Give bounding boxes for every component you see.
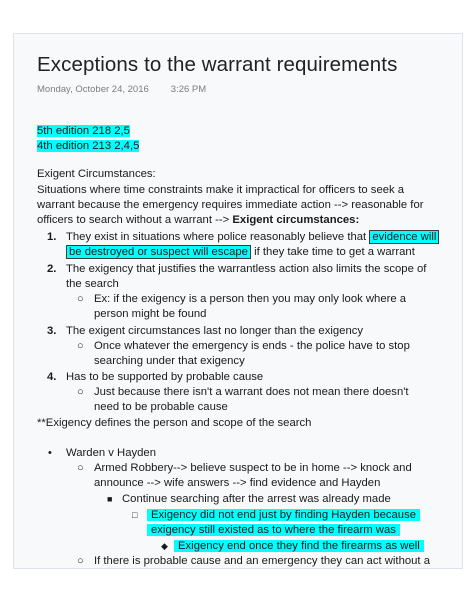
case-name: Warden v Hayden: [66, 447, 156, 459]
case-sub-2: Continue searching after the arrest was already made: [122, 493, 391, 505]
page-date: Monday, October 24, 2016: [37, 84, 149, 95]
item-1-highlight-2: be destroyed or suspect will escape: [66, 245, 251, 259]
page-timestamp: [37, 84, 206, 95]
hollow-circle-bullet-icon: ○: [77, 555, 84, 567]
sub-4-line-2: need to be probable cause: [94, 401, 228, 413]
case-sub-3-line-1: [147, 508, 420, 523]
note-page: [13, 33, 463, 569]
intro-line-1: Situations where time constraints make it impractical for officers to seek a: [37, 184, 405, 196]
intro-line-3: [37, 213, 359, 228]
case-sub-3-highlight-1: Exigency did not end just by finding Hayden because: [147, 509, 420, 521]
list-number-3: 3.: [47, 325, 57, 337]
item-1-text: They exist in situations where police reasonably believe that: [66, 231, 370, 243]
sub-4-line-1: Just because there isn't a warrant does not mean there doesn't: [94, 386, 409, 398]
section-heading: Exigent Circumstances:: [37, 168, 156, 180]
item-1-highlight-1: evidence will: [369, 230, 439, 244]
edition-line-2: [37, 139, 139, 154]
list-number-1: 1.: [47, 231, 57, 243]
item-3: The exigent circumstances last no longer than the exigency: [66, 325, 364, 337]
page-time: 3:26 PM: [170, 84, 207, 95]
item-2-line-2: the search: [66, 278, 119, 290]
filled-diamond-bullet-icon: ◆: [161, 541, 168, 551]
case-sub-3-highlight-2: exigency still existed as to where the firearm was: [147, 524, 400, 536]
item-1-text-2: if they take time to get a warrant: [250, 246, 415, 258]
sub-2-line-1: Ex: if the exigency is a person then you may only look where a: [94, 293, 407, 305]
item-1-line-1: [66, 230, 439, 245]
case-sub-3-line-2: [147, 523, 400, 538]
filled-square-bullet-icon: ■: [107, 494, 113, 504]
item-4: Has to be supported by probable cause: [66, 371, 264, 383]
hollow-square-bullet-icon: □: [132, 510, 138, 520]
list-number-4: 4.: [47, 371, 57, 383]
case-sub-5: If there is probable cause and an emergency they can act without a: [94, 555, 430, 567]
scope-note: **Exigency defines the person and scope of the search: [37, 417, 312, 429]
hollow-circle-bullet-icon: ○: [77, 340, 84, 352]
sub-3-line-2: searching under that exigency: [94, 355, 245, 367]
sub-3-line-1: Once whatever the emergency is ends - the police have to stop: [94, 340, 410, 352]
item-2-line-1: The exigency that justifies the warrantless action also limits the scope of: [66, 263, 427, 275]
case-sub-1-line-1: Armed Robbery--> believe suspect to be in home --> knock and: [94, 462, 412, 474]
edition-2-text: 4th edition 213 2,4,5: [37, 140, 140, 152]
case-sub-4: [174, 539, 424, 554]
intro-3-bold: Exigent circumstances:: [232, 214, 360, 226]
hollow-circle-bullet-icon: ○: [77, 386, 84, 398]
hollow-circle-bullet-icon: ○: [77, 293, 84, 305]
edition-line-1: [37, 124, 130, 139]
filled-circle-bullet-icon: •: [48, 447, 52, 459]
hollow-circle-bullet-icon: ○: [77, 462, 84, 474]
list-number-2: 2.: [47, 263, 57, 275]
sub-2-line-2: person might be found: [94, 308, 207, 320]
case-sub-4-highlight: Exigency end once they find the firearms as well: [174, 540, 424, 552]
page-title: Exceptions to the warrant requirements: [37, 53, 398, 76]
item-1-line-2: [66, 245, 415, 260]
edition-1-text: 5th edition 218 2,5: [37, 125, 130, 137]
case-sub-1-line-2: announce --> wife answers --> find evidence and Hayden: [94, 477, 381, 489]
intro-line-2: warrant because the emergency requires immediate action --> reasonable for: [37, 199, 424, 211]
intro-3-text: officers to search without a warrant -->: [37, 214, 233, 226]
